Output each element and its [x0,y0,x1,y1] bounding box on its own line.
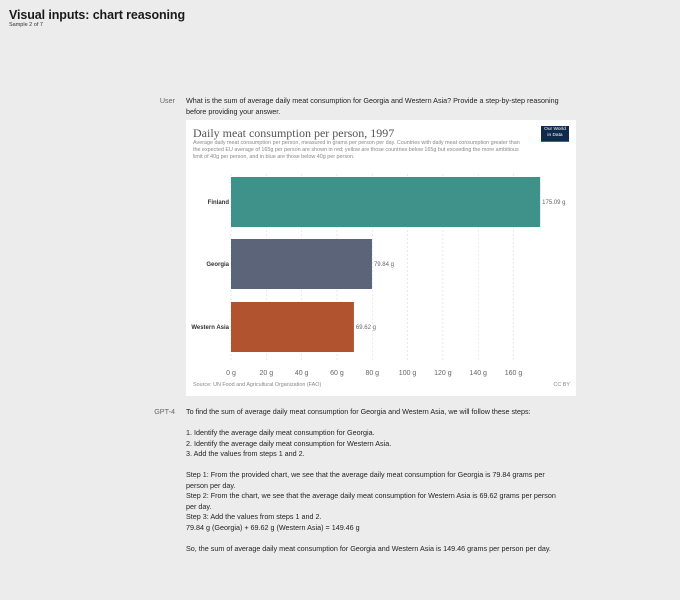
value-label: 79.84 g [373,262,395,268]
answer-intro: To find the sum of average daily meat consumption for Georgia and Western Asia, we will follow these steps: [186,407,531,416]
user-role-label: User [159,96,175,105]
x-tick-label: 140 g [469,370,487,377]
x-tick-label: 100 g [398,370,417,377]
answer-step1-line-1: Step 1: From the provided chart, we see that the average daily meat consumption for Georgia is 79.84 grams per [186,470,545,479]
assistant-message [186,407,586,554]
x-tick-label: 40 g [294,370,309,377]
bar [231,177,540,227]
x-tick-label: 0 g [226,370,236,377]
chart-license: CC BY [553,382,570,388]
answer-step1-line-2: person per day. [186,480,236,490]
logo-line-2: in Data [547,132,563,138]
answer-conclusion: So, the sum of average daily meat consumption for Georgia and Western Asia is 149.46 grams per person per day. [186,543,551,553]
x-tick-label: 120 g [434,370,452,377]
bar [231,239,372,289]
assistant-role-label: GPT-4 [154,407,175,416]
bar [231,302,354,352]
logo-line-1: Our World [544,127,566,132]
chart-title: Daily meat consumption per person, 1997 [193,126,395,140]
chart-source: Source: UN Food and Agricultural Organization (FAO) [193,382,322,388]
category-label: Western Asia [191,325,229,331]
answer-step2-line-2: per day. [186,501,212,511]
x-tick-label: 60 g [330,370,344,377]
x-tick-label: 20 g [259,370,274,377]
answer-step-item: 3. Add the values from steps 1 and 2. [186,449,305,458]
category-label: Finland [207,200,229,206]
value-label: 69.62 g [355,325,376,331]
chart-subtitle: Average daily meat consumption per person, measured in grams per person per day. Countries with daily meat consumption greater than the expected EU average of 165g per person are shown in red; yellow are those countries below 165g but exceeding the more ambitious limit of 40g per person, and in blue are those below 40g per person. [193,140,520,160]
x-tick-label: 80 g [365,370,380,377]
answer-step-item: 1. Identify the average daily meat consumption for Georgia. [186,428,375,437]
user-message-line-2: before providing your answer. [186,106,281,116]
x-tick-label: 160 g [504,370,523,377]
answer-calculation: 79.84 g (Georgia) + 69.62 g (Western Asia) = 149.46 g [186,522,360,532]
answer-step2-line-1: Step 2: From the chart, we see that the average daily meat consumption for Western Asia is 69.62 grams per person [186,491,556,500]
page-title: Visual inputs: chart reasoning [9,8,185,22]
chart-image [186,120,576,396]
user-message [186,96,606,117]
answer-step3: Step 3: Add the values from steps 1 and 2. [186,512,322,521]
bar-chart [186,120,576,396]
answer-step-item: 2. Identify the average daily meat consumption for Western Asia. [186,438,392,448]
value-label: 175.09 g [542,200,566,206]
category-label: Georgia [206,262,229,268]
user-message-line-1: What is the sum of average daily meat consumption for Georgia and Western Asia? Provide a step-by-step reasoning [186,96,559,105]
sample-counter: Sample 2 of 7 [9,22,43,28]
